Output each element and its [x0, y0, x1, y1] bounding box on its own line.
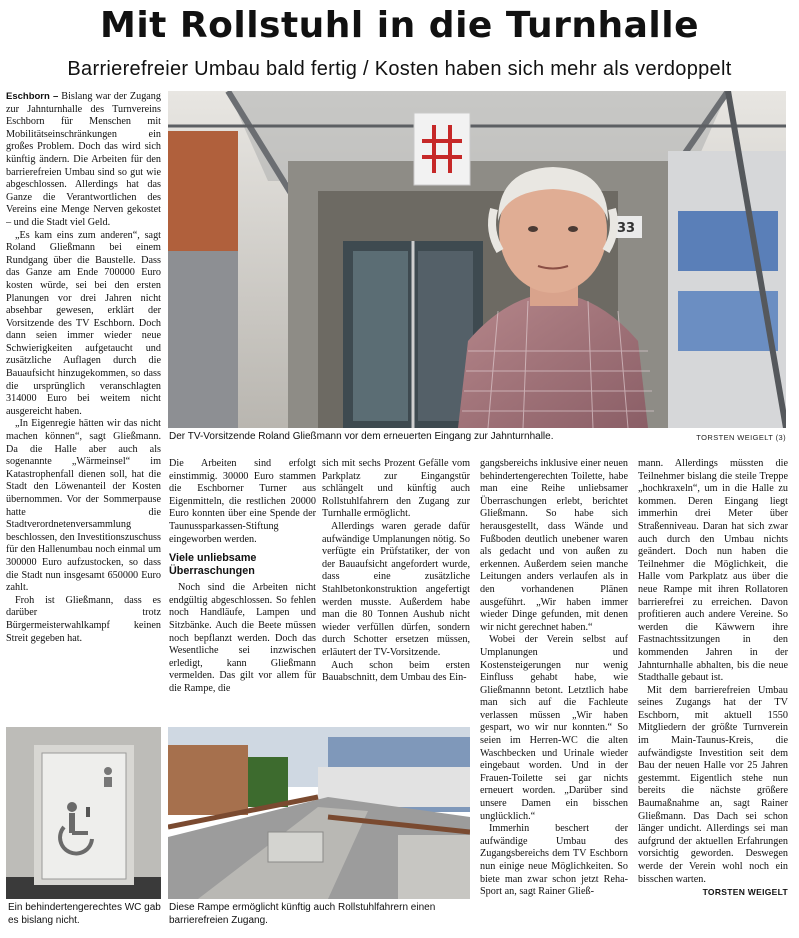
article-column-3: [322, 458, 470, 716]
main-photo-illustration: [168, 91, 786, 428]
col5-paragraph-1: mann. Allerdings müssten die Teilnehmer bislang die steile Treppe „hochkraxeln“, um in die Halle zu kommen. Deren Eingang liegt immerhin drei Meter über Straßenniveau. Daran hat sich zwar auch durch den Umbau nichts geändert. Doch nun haben die Teilnehmer die Möglichkeit, die Halle vom Parkplatz aus über die neue Rampe mit ihren Rollatoren barrierefrei zu erreichen. Davon profitieren auch andere Vereine. So werden die Käwwern ihre Fastnachtssitzungen in den kommenden Jahren in der Jahnturnhalle abhalten, bis die neue Stadthalle gebaut ist.: [638, 458, 788, 684]
subhead: Barrierefreier Umbau bald fertig / Kosten haben sich mehr als verdoppelt: [67, 58, 732, 80]
wc-photo: [6, 727, 161, 899]
col5-paragraph-2: Mit dem barrierefreien Umbau seines Zugangs hat der TV Eschborn, mit aktuell 1550 Mitgliedern der größte Turnverein im Main-Taunus-Kreis, die aufwändigste Investition seit dem Bau der neuen Halle vor 25 Jahren gestemmt. Eigentlich stehe nun bereits die nächste größere Baumaßnahme an, sagt Rainer Gließmann. Das Dach sei schon länger undicht. Allerdings sei man aufgrund der aktuellen Erfahrungen vorsichtig geworden. Deswegen werde der Verein wohl noch ein bisschen warten.: [638, 684, 788, 885]
ramp-photo-caption: Diese Rampe ermöglicht künftig auch Rollstuhlfahrern einen barrierefreien Zugang.: [169, 902, 436, 926]
author-byline: TORSTEN WEIGELT: [702, 887, 788, 898]
article-column-2: [169, 458, 316, 716]
col1-paragraph-3: „In Eigenregie hätten wir das nicht machen können“, sagt Gließmann. Da die Halle aber auch als sogenannte „Wärmeinsel“ im Katastrophenfall dienen soll, hat die Stadt den Löwenanteil der Kosten übernommen. Vor der Sommerpause hatte die Stadtverordnetenversammlung beschlossen, den Investitionszuschuss für den Hallenumbau noch einmal um 300000 Euro aufzustocken, so dass die Stadt nun insgesamt 650000 Euro zahlt.: [6, 418, 161, 594]
ramp-photo: [168, 727, 470, 899]
col1-paragraph-4: Froh ist Gließmann, dass es darüber trotz Bürgermeisterwahlkampf keinen Streit gegeben hat.: [6, 594, 161, 644]
article-column-4: [480, 458, 628, 930]
col4-paragraph-1: gangsbereichs inklusive einer neuen behindertengerechten Toilette, habe man eine Reihe unliebsamer Überraschungen erlebt, berichtet Gließmann. So habe sich herausgestellt, dass Wände und Fußboden deutlich unebener waren als gedacht und von außen zu erkennen. Außerdem seien manche Leitungen anders verlaufen als in den vorhandenen Plänen ausgeführt. „Wir haben immer wieder Dinge gefunden, mit denen wir nicht gerechnet haben.“: [480, 458, 628, 633]
col3-paragraph-3: Auch schon beim ersten Bauabschnitt, dem Umbau des Ein-: [322, 659, 470, 684]
col4-paragraph-3: Immerhin beschert der aufwändige Umbau des Zugangsbereichs dem TV Eschborn nun einige neue Möglichkeiten. So biete man zwar schon jetzt Reha-Sport an, sagt Rainer Gließ-: [480, 823, 628, 898]
article-column-1: [6, 91, 161, 711]
section-heading: Viele unliebsame Überraschungen: [169, 552, 257, 577]
col3-paragraph-2: Allerdings waren gerade dafür aufwändige Umplanungen nötig. So verfügte ein Prüfstatiker, der von der Bauaufsicht angefordert wurde, dass eine zusätzliche Stahlbetonkonstruktion angefertigt werden musste. Außerdem habe man die 80 Tonnen Aushub nicht wieder verfüllen dürfen, sondern durch Schotter ersetzen müssen, erläutert der TV-Vorsitzende.: [322, 520, 470, 658]
col1-paragraph-2: „Es kam eins zum anderen“, sagt Roland Gließmann bei einem Rundgang über die Baustelle. Dass das Ganze am Ende 700000 Euro kosten würde, sei bei den ersten Planungen vor drei Jahren nicht absehbar gewesen, erklärt der Vorsitzende des TV Eschborn. Doch dann seien immer wieder neue Schwierigkeiten aufgetaucht und zusätzliche Auflagen durch die Bauaufsicht hinzugekommen, so dass die ursprünglich veranschlagten 314000 Euro bei weitem nicht ausgereicht haben.: [6, 229, 161, 417]
col2-paragraph-2: Noch sind die Arbeiten nicht endgültig abgeschlossen. So fehlen noch Handläufe, Lampen und Sitzbänke. Auch die Beete müssen noch bepflanzt werden. Doch das Wesentliche sei inzwischen erledigt, kann Gließmann vermelden. Das gilt vor allem für die Rampe, die: [169, 582, 316, 694]
article-column-5: [638, 458, 788, 930]
main-photo-caption: Der TV-Vorsitzende Roland Gließmann vor dem erneuerten Eingang zur Jahnturnhalle.: [169, 431, 554, 442]
col2-paragraph-1: Die Arbeiten sind erfolgt einstimmig. 30000 Euro stammen die Eschborner Turner aus Eigenmitteln, die restlichen 20000 Euro konnten über eine Spende der Taunussparkassen-Stiftung eingeworben werden.: [169, 458, 316, 545]
col3-paragraph-1: sich mit sechs Prozent Gefälle vom Parkplatz zur Eingangstür schlängelt und künftig auch Rollstuhlfahrern den Zugang zur Turnhalle ermöglicht.: [322, 458, 470, 520]
photo-credit: TORSTEN WEIGELT (3): [696, 433, 786, 442]
wc-photo-illustration: [6, 727, 161, 899]
main-photo: [168, 91, 786, 428]
dateline: Eschborn –: [6, 91, 59, 102]
col4-paragraph-2: Wobei der Verein selbst auf Umplanungen und Kostensteigerungen nur wenig Einfluss gehabt habe, wie Gließmannn betont. Letztlich habe man sich auf die Fachleute verlassen müssen „Wir haben gespart, wo wir nur konnten.“ So seien im Herren-WC die alten Waschbecken und Urinale wieder eingebaut worden. Und in der Frauen-Toilette sei gar nichts erneuert worden. „Darüber sind unsere Damen ein bisschen unglücklich.“: [480, 634, 628, 822]
wc-photo-caption: Ein behindertengerechtes WC gab es bislang nicht.: [8, 902, 161, 926]
ramp-photo-illustration: [168, 727, 470, 899]
col1-paragraph-1: Bislang war der Zugang zur Jahnturnhalle des Turnvereins Eschborn für Menschen mit Mobilitätseinschränkungen ein großes Problem. Doch das wird sich künftig ändern. Die Arbeiten für den barrierefreien Umbau sind so gut wie abgeschlossen. Allerdings hat das Ganze die Verantwortlichen des Vereins eine Menge Nerven gekostet – und die Stadt viel Geld.: [6, 91, 161, 228]
house-number: 33: [616, 221, 636, 236]
headline: Mit Rollstuhl in die Turnhalle: [100, 5, 699, 46]
